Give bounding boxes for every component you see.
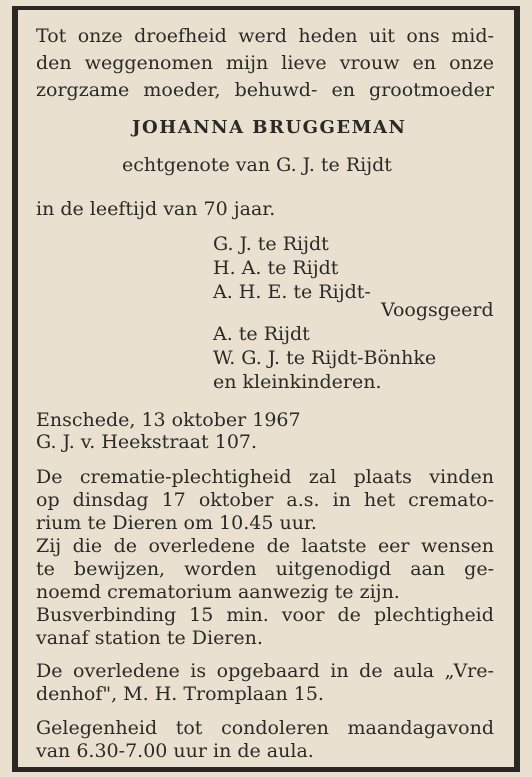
- word: de: [266, 535, 291, 557]
- address: G. J. v. Heekstraat 107.: [36, 431, 258, 453]
- word: bewijzen,: [73, 558, 166, 580]
- word: uitgenodigd: [275, 558, 392, 580]
- word: overledene: [73, 660, 180, 682]
- family-member-1: G. J. te Rijdt: [213, 233, 329, 255]
- word: zal: [308, 466, 337, 488]
- word: die: [72, 535, 103, 557]
- condolence-line-1: [36, 716, 494, 740]
- word: laatste: [301, 535, 367, 557]
- cremation-line-1: [36, 465, 494, 489]
- word: en: [331, 79, 355, 101]
- word: worden: [184, 558, 257, 580]
- word: aan: [410, 558, 446, 580]
- word: op: [36, 489, 60, 511]
- word: den: [36, 52, 72, 74]
- word: plechtigheid: [373, 604, 494, 626]
- family-member-4: A. te Rijdt: [213, 323, 310, 345]
- word: behuwd-: [234, 79, 318, 101]
- word: Gelegenheid: [36, 717, 158, 739]
- cremation-line-7: [36, 603, 494, 627]
- word: in: [330, 660, 349, 682]
- word: De: [36, 466, 63, 488]
- cremation-line-6: noemd crematorium aanwezig te zijn.: [36, 581, 400, 603]
- word: grootmoeder: [369, 79, 494, 101]
- cremation-line-2: [36, 488, 494, 512]
- word: droefheid: [134, 25, 227, 47]
- cremation-line-5: [36, 557, 494, 581]
- word: Busverbinding: [36, 604, 177, 626]
- cremation-line-3: rium te Dieren om 10.45 uur.: [36, 512, 317, 534]
- cremation-line-8: vanaf station te Dieren.: [36, 627, 263, 649]
- word: en: [412, 52, 437, 74]
- word: maandagavond: [347, 717, 494, 739]
- word: Zij: [36, 535, 62, 557]
- word: 17: [161, 489, 186, 511]
- word: wensen: [420, 535, 494, 557]
- word: onze: [449, 52, 494, 74]
- family-member-5: W. G. J. te Rijdt-Bönhke: [213, 347, 437, 369]
- word: mijn: [226, 52, 269, 74]
- word: de: [113, 535, 137, 557]
- cremation-line-4: [36, 534, 494, 558]
- place-date: Enschede, 13 oktober 1967: [36, 409, 301, 431]
- laid-out-line-2: denhof", M. H. Tromplaan 15.: [36, 683, 324, 705]
- spouse-line: echtgenote van G. J. te Rijdt: [122, 154, 392, 176]
- word: werd: [238, 25, 287, 47]
- word: is: [190, 660, 207, 682]
- laid-out-line-1: [36, 659, 494, 683]
- word: in: [332, 489, 351, 511]
- word: oktober: [198, 489, 274, 511]
- word: onze: [77, 25, 123, 47]
- deceased-name: JOHANNA BRUGGEMAN: [132, 117, 407, 138]
- intro-line-2: [36, 51, 494, 75]
- word: 15: [189, 604, 214, 626]
- family-member-3: A. H. E. te Rijdt-: [213, 281, 371, 303]
- condolence-line-2: van 6.30-7.00 uur in de aula.: [36, 740, 314, 762]
- word: overledene: [148, 535, 256, 557]
- word: plaats: [353, 466, 412, 488]
- word: te: [36, 558, 55, 580]
- intro-line-3: [36, 78, 494, 102]
- word: mid-: [451, 25, 494, 47]
- word: cremato-: [408, 489, 494, 511]
- word: moeder,: [143, 79, 221, 101]
- word: De: [36, 660, 63, 682]
- word: tot: [175, 717, 203, 739]
- word: opgebaard: [216, 660, 320, 682]
- family-member-2: H. A. te Rijdt: [213, 257, 339, 279]
- word: aula: [393, 660, 435, 682]
- word: a.s.: [286, 489, 320, 511]
- word: het: [363, 489, 396, 511]
- intro-line-1: [36, 24, 494, 48]
- grandchildren-line: en kleinkinderen.: [213, 371, 382, 393]
- word: Tot: [36, 25, 67, 47]
- word: heden: [298, 25, 358, 47]
- word: condoleren: [221, 717, 329, 739]
- word: voor: [281, 604, 325, 626]
- word: „Vre-: [444, 660, 494, 682]
- age-line: in de leeftijd van 70 jaar.: [36, 198, 276, 220]
- word: ge-: [464, 558, 494, 580]
- word: weggenomen: [84, 52, 213, 74]
- word: min.: [226, 604, 269, 626]
- word: de: [359, 660, 383, 682]
- word: dinsdag: [72, 489, 149, 511]
- word: crematie-plechtigheid: [79, 466, 292, 488]
- word: vrouw: [339, 52, 400, 74]
- word: zorgzame: [36, 79, 130, 101]
- word: eer: [377, 535, 410, 557]
- word: de: [337, 604, 361, 626]
- word: lieve: [281, 52, 327, 74]
- word: uit: [368, 25, 395, 47]
- word: ons: [406, 25, 440, 47]
- word: vinden: [429, 466, 494, 488]
- family-member-3-cont: Voogsgeerd: [381, 299, 494, 321]
